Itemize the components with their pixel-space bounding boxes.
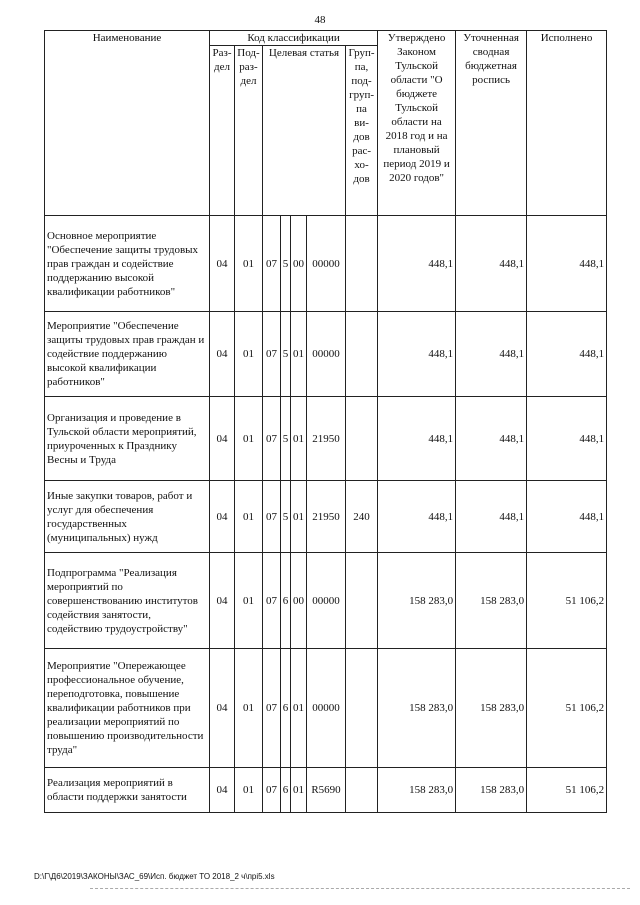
row-target-event: 01 (291, 481, 307, 553)
row-refined: 448,1 (456, 481, 527, 553)
row-expense-type (346, 312, 378, 397)
row-approved: 448,1 (378, 216, 456, 312)
header-name: Наименование (45, 31, 210, 216)
row-razdel: 04 (210, 768, 235, 813)
row-executed: 51 106,2 (527, 649, 607, 768)
row-podrazdel: 01 (235, 649, 263, 768)
row-target-program: 07 (263, 312, 281, 397)
row-expense-type (346, 553, 378, 649)
row-refined: 448,1 (456, 397, 527, 481)
row-executed: 448,1 (527, 216, 607, 312)
table-row (45, 312, 607, 397)
row-podrazdel: 01 (235, 216, 263, 312)
row-podrazdel: 01 (235, 312, 263, 397)
row-approved: 158 283,0 (378, 553, 456, 649)
row-executed: 51 106,2 (527, 768, 607, 813)
row-refined: 158 283,0 (456, 768, 527, 813)
row-target-direction: 00000 (307, 553, 346, 649)
row-name: Организация и проведение в Тульской области мероприятий, приуроченных к Празднику Весны и Труда (45, 397, 210, 481)
row-executed: 51 106,2 (527, 553, 607, 649)
table-row (45, 768, 607, 813)
row-razdel: 04 (210, 312, 235, 397)
row-target-program: 07 (263, 397, 281, 481)
row-target-direction: R5690 (307, 768, 346, 813)
row-refined: 158 283,0 (456, 649, 527, 768)
row-refined: 448,1 (456, 216, 527, 312)
row-target-subprogram: 6 (281, 768, 291, 813)
row-target-program: 07 (263, 481, 281, 553)
table-body (45, 216, 607, 813)
row-target-subprogram: 6 (281, 553, 291, 649)
row-approved: 448,1 (378, 481, 456, 553)
row-approved: 158 283,0 (378, 768, 456, 813)
header-podrazdel: Под-раз-дел (235, 46, 263, 216)
row-target-direction: 00000 (307, 649, 346, 768)
row-expense-type (346, 397, 378, 481)
page-number: 48 (314, 14, 326, 26)
row-target-direction: 00000 (307, 312, 346, 397)
row-razdel: 04 (210, 553, 235, 649)
row-approved: 448,1 (378, 397, 456, 481)
row-target-event: 01 (291, 312, 307, 397)
row-podrazdel: 01 (235, 481, 263, 553)
header-vid: Груп-па, под-груп-па ви-дов рас-хо-дов (346, 46, 378, 216)
row-name: Мероприятие "Обеспечение защиты трудовых прав граждан и содействие поддержанию высокой квалификации работников" (45, 312, 210, 397)
page-bottom-rule (90, 888, 630, 889)
table-row (45, 481, 607, 553)
row-podrazdel: 01 (235, 768, 263, 813)
row-target-event: 01 (291, 768, 307, 813)
row-executed: 448,1 (527, 481, 607, 553)
row-name: Иные закупки товаров, работ и услуг для обеспечения государственных (муниципальных) нужд (45, 481, 210, 553)
row-razdel: 04 (210, 397, 235, 481)
footer-file-path: D:\Г\Д6\2019\ЗАКОНЫ\ЗАС_69\Исп. бюджет ТО 2018_2 ч\прі5.xls (34, 872, 275, 881)
row-target-subprogram: 6 (281, 649, 291, 768)
row-expense-type (346, 768, 378, 813)
row-name: Мероприятие "Опережающее профессиональное обучение, переподготовка, повышение квалификации работников при реализации мероприятий по повышению производительности труда" (45, 649, 210, 768)
row-expense-type: 240 (346, 481, 378, 553)
row-target-program: 07 (263, 216, 281, 312)
header-approved: Утверждено Законом Тульской области "О бюджете Тульской области на 2018 год и на плановый период 2019 и 2020 годов" (378, 31, 456, 216)
row-executed: 448,1 (527, 397, 607, 481)
row-approved: 448,1 (378, 312, 456, 397)
row-name: Реализация мероприятий в области поддержки занятости (45, 768, 210, 813)
row-target-event: 00 (291, 216, 307, 312)
row-approved: 158 283,0 (378, 649, 456, 768)
row-refined: 158 283,0 (456, 553, 527, 649)
row-target-direction: 21950 (307, 397, 346, 481)
budget-table (44, 30, 607, 813)
header-code-group: Код классификации (210, 31, 378, 46)
header-target: Целевая статья (263, 46, 346, 216)
row-target-event: 01 (291, 397, 307, 481)
row-expense-type (346, 216, 378, 312)
header-executed: Исполнено (527, 31, 607, 216)
row-name: Основное мероприятие "Обеспечение защиты трудовых прав граждан и содействие поддержанию высокой квалификации работников" (45, 216, 210, 312)
header-razdel: Раз-дел (210, 46, 235, 216)
row-target-program: 07 (263, 649, 281, 768)
row-razdel: 04 (210, 216, 235, 312)
row-target-direction: 21950 (307, 481, 346, 553)
row-name: Подпрограмма "Реализация мероприятий по совершенствованию институтов содействия занятости, содействию трудоустройству" (45, 553, 210, 649)
row-target-subprogram: 5 (281, 397, 291, 481)
row-executed: 448,1 (527, 312, 607, 397)
row-refined: 448,1 (456, 312, 527, 397)
row-target-event: 01 (291, 649, 307, 768)
row-razdel: 04 (210, 481, 235, 553)
row-target-event: 00 (291, 553, 307, 649)
row-razdel: 04 (210, 649, 235, 768)
row-podrazdel: 01 (235, 397, 263, 481)
table-row (45, 216, 607, 312)
row-target-direction: 00000 (307, 216, 346, 312)
table-row (45, 649, 607, 768)
header-refined: Уточненная сводная бюджетная роспись (456, 31, 527, 216)
row-target-program: 07 (263, 768, 281, 813)
row-target-program: 07 (263, 553, 281, 649)
table-row (45, 397, 607, 481)
row-target-subprogram: 5 (281, 216, 291, 312)
row-podrazdel: 01 (235, 553, 263, 649)
row-expense-type (346, 649, 378, 768)
row-target-subprogram: 5 (281, 312, 291, 397)
row-target-subprogram: 5 (281, 481, 291, 553)
table-row (45, 553, 607, 649)
